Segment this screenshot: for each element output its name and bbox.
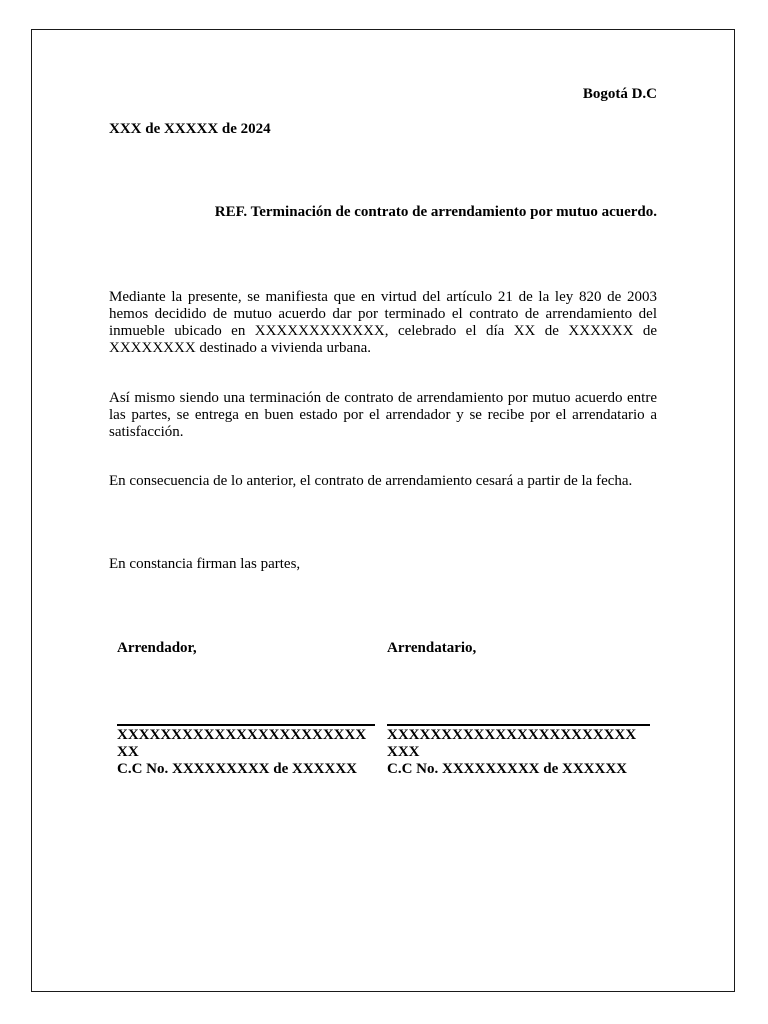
paragraph-1: Mediante la presente, se manifiesta que en virtud del artículo 21 de la ley 820 de 2003 hemos decidido de mutuo acuerdo dar por terminado el contrato de arrendamiento del inmueble ubicado en XXXXXXXXXXXX, celebrado el día XX de XXXXXX de XXXXXXXX destinado a vivienda urbana.	[109, 289, 657, 356]
city-line: Bogotá D.C	[582, 86, 657, 102]
landlord-signature-block	[117, 640, 375, 778]
tenant-role: Arrendatario,	[387, 640, 477, 656]
tenant-id: C.C No. XXXXXXXXX de XXXXXX	[387, 761, 627, 777]
landlord-role: Arrendador,	[117, 640, 197, 656]
closing-line: En constancia firman las partes,	[109, 556, 301, 572]
tenant-signature-line	[387, 724, 650, 726]
tenant-name: XXXXXXXXXXXXXXXXXXXXXXXXXX	[387, 727, 637, 760]
landlord-name: XXXXXXXXXXXXXXXXXXXXXXXXX	[117, 727, 367, 760]
paragraph-2: Así mismo siendo una terminación de contrato de arrendamiento por mutuo acuerdo entre las partes, se entrega en buen estado por el arrendador y se recibe por el arrendatario a satisfacción.	[109, 390, 657, 440]
reference-line: REF. Terminación de contrato de arrendamiento por mutuo acuerdo.	[214, 204, 657, 220]
date-line: XXX de XXXXX de 2024	[109, 121, 271, 137]
landlord-signature-line	[117, 724, 375, 726]
tenant-signature-block	[387, 640, 645, 778]
landlord-id: C.C No. XXXXXXXXX de XXXXXX	[117, 761, 357, 777]
document-page	[31, 29, 735, 992]
paragraph-3: En consecuencia de lo anterior, el contrato de arrendamiento cesará a partir de la fecha.	[109, 473, 633, 489]
